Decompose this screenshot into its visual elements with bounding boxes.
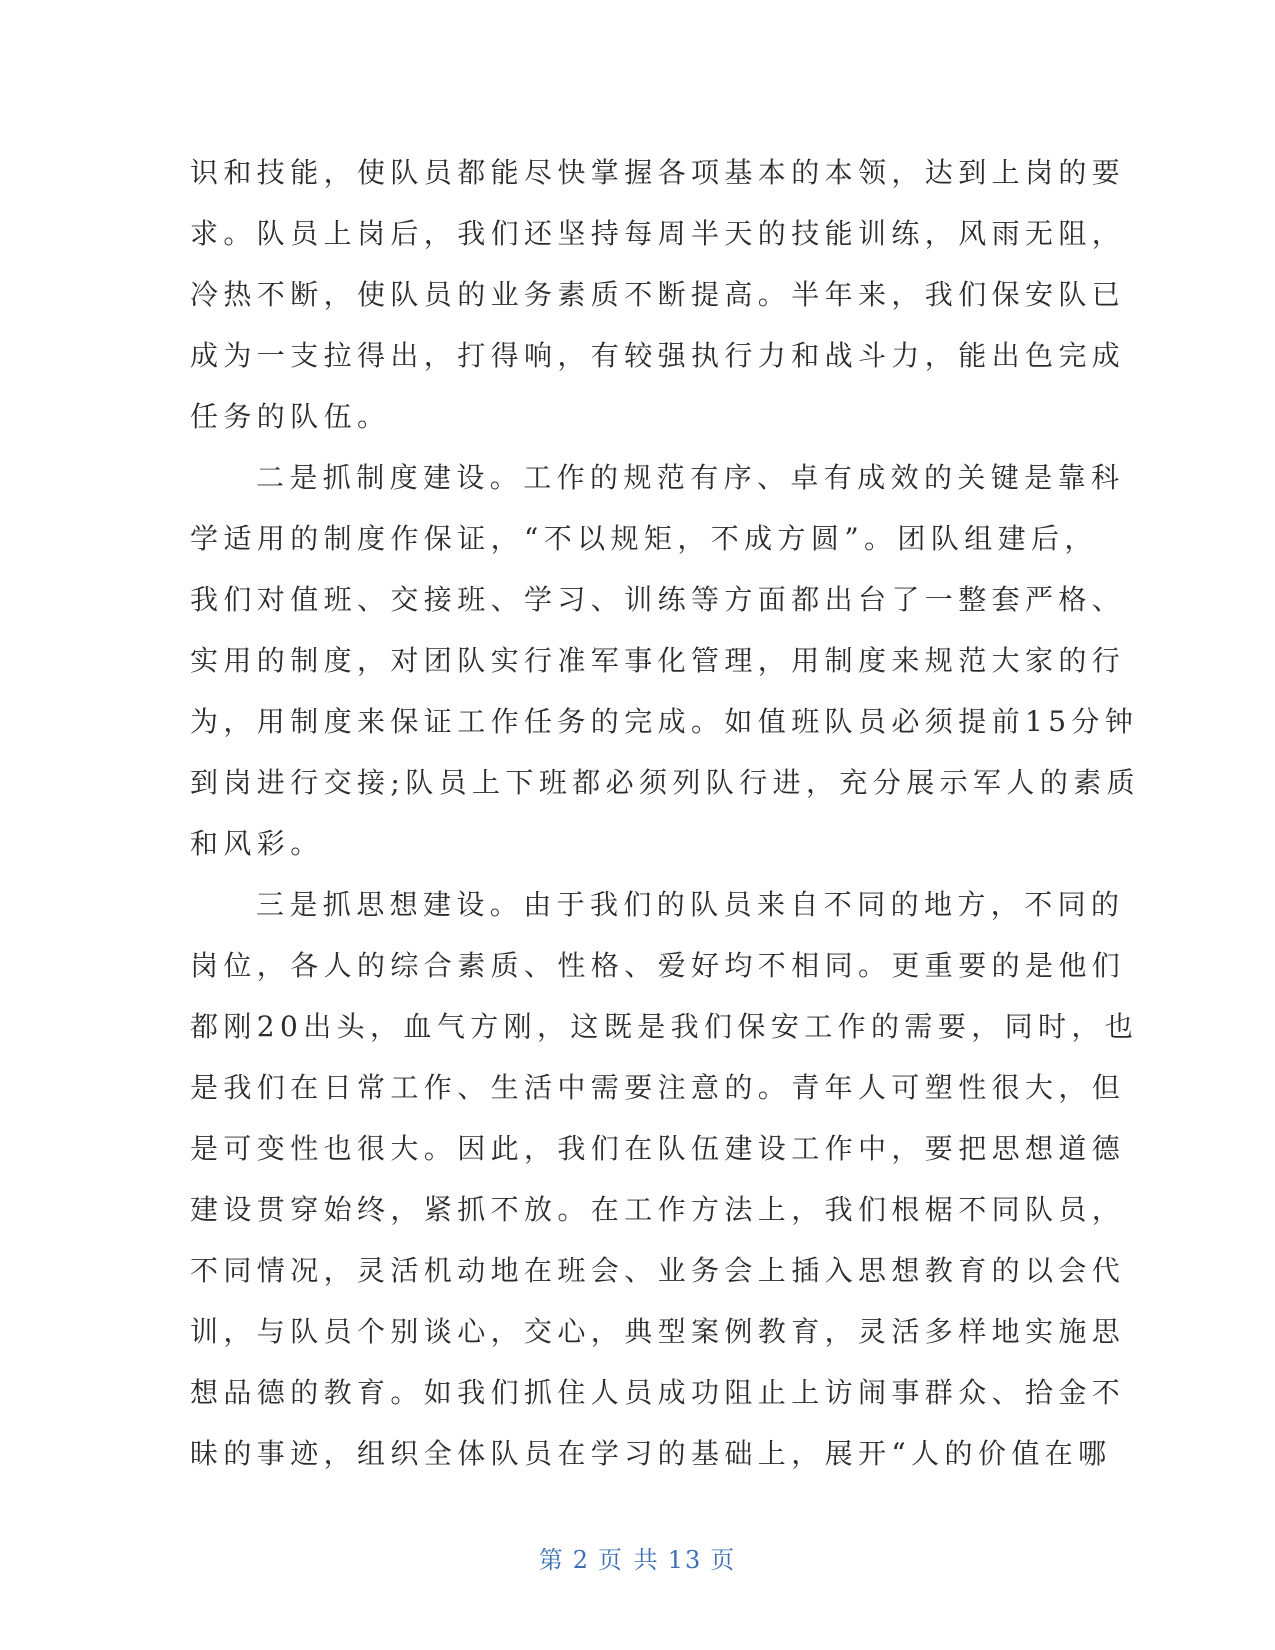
- text-line: 想品德的教育。如我们抓住人员成功阻止上访闹事群众、拾金不: [190, 1376, 1126, 1409]
- text-line: 是可变性也很大。因此，我们在队伍建设工作中，要把思想道德: [190, 1132, 1126, 1165]
- footer-page-number: 2: [572, 1546, 591, 1574]
- footer-prefix: 第: [538, 1546, 565, 1574]
- footer-suffix: 页: [710, 1546, 737, 1574]
- text-line: 和风彩。: [190, 827, 324, 860]
- text-line: 任务的队伍。: [190, 400, 391, 433]
- text-line: 训，与队员个别谈心，交心，典型案例教育，灵活多样地实施思: [190, 1315, 1126, 1348]
- text-line: 实用的制度，对团队实行准军事化管理，用制度来规范大家的行: [190, 644, 1126, 677]
- footer-total-pages: 13: [667, 1546, 703, 1574]
- page-footer: [0, 1540, 1275, 1575]
- body-text: [190, 142, 1141, 1484]
- text-line: 成为一支拉得出，打得响，有较强执行力和战斗力，能出色完成: [190, 339, 1126, 372]
- text-line: 为，用制度来保证工作任务的完成。如值班队员必须提前15分钟: [190, 705, 1139, 738]
- text-line: 不同情况，灵活机动地在班会、业务会上插入思想教育的以会代: [190, 1254, 1126, 1287]
- text-line: 建设贯穿始终，紧抓不放。在工作方法上，我们根椐不同队员，: [190, 1193, 1126, 1226]
- text-line: 昧的事迹，组织全体队员在学习的基础上，展开“人的价值在哪: [190, 1437, 1112, 1470]
- text-line: 二是抓制度建设。工作的规范有序、卓有成效的关键是靠科: [256, 461, 1125, 494]
- text-line: 三是抓思想建设。由于我们的队员来自不同的地方，不同的: [256, 888, 1125, 921]
- text-line: 求。队员上岗后，我们还坚持每周半天的技能训练，风雨无阻，: [190, 217, 1126, 250]
- text-line: 都刚20出头，血气方刚，这既是我们保安工作的需要，同时，也: [190, 1010, 1139, 1043]
- text-line: 岗位，各人的综合素质、性格、爱好均不相同。更重要的是他们: [190, 949, 1126, 982]
- text-line: 学适用的制度作保证，“不以规矩，不成方圆”。团队组建后，: [190, 522, 1098, 555]
- text-line: 识和技能，使队员都能尽快掌握各项基本的本领，达到上岗的要: [190, 156, 1126, 189]
- text-line: 是我们在日常工作、生活中需要注意的。青年人可塑性很大，但: [190, 1071, 1126, 1104]
- text-line: 到岗进行交接;队员上下班都必须列队行进，充分展示军人的素质: [190, 766, 1141, 799]
- footer-middle: 页 共: [598, 1546, 660, 1574]
- text-line: 冷热不断，使队员的业务素质不断提高。半年来，我们保安队已: [190, 278, 1126, 311]
- text-line: 我们对值班、交接班、学习、训练等方面都出台了一整套严格、: [190, 583, 1126, 616]
